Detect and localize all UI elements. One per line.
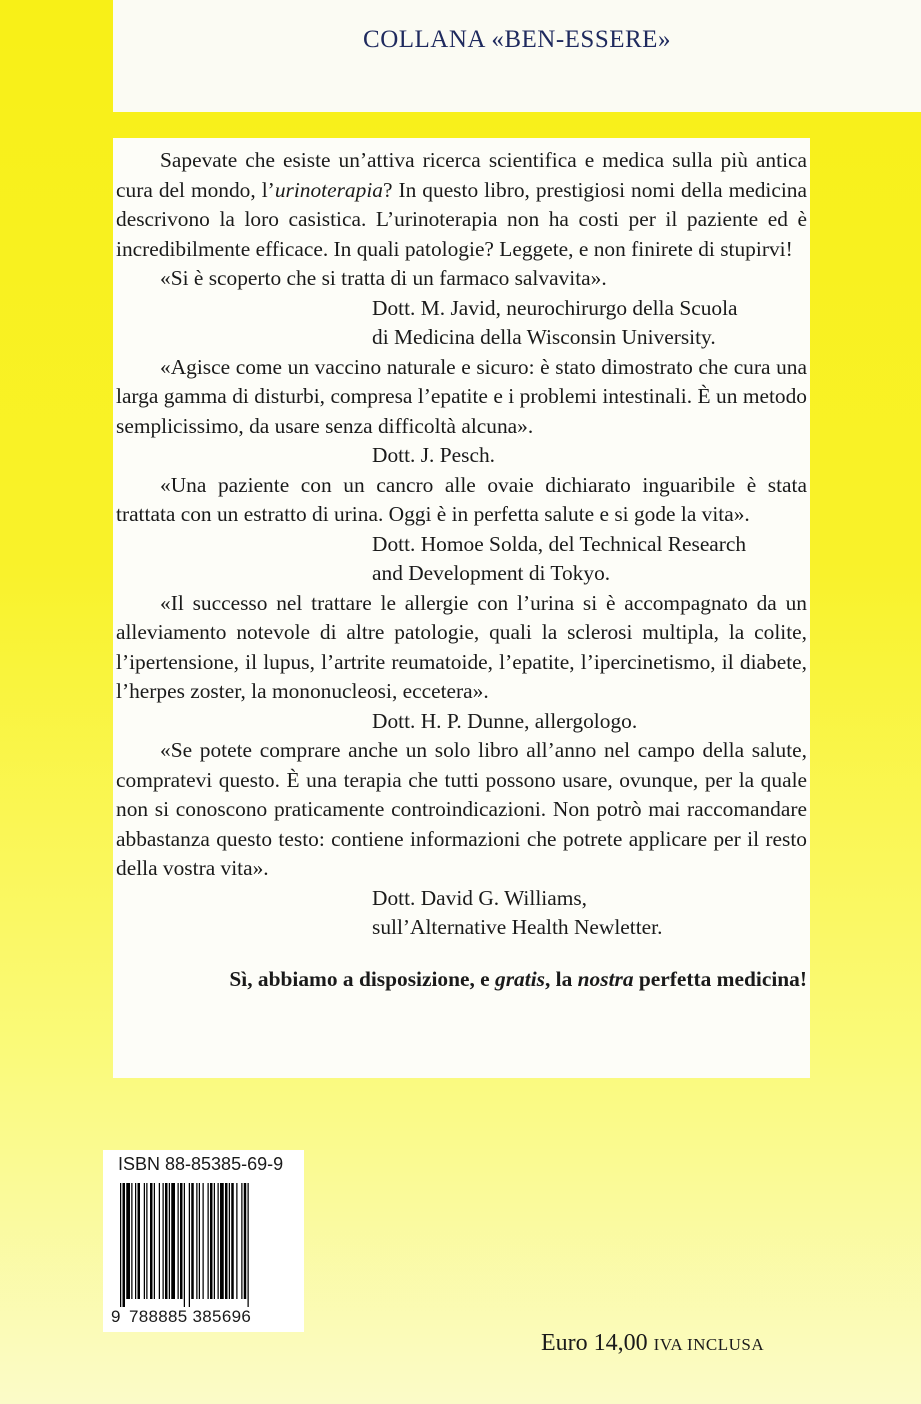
quote-2: «Agisce come un vaccino naturale e sicuro: è stato dimostrato che cura una larga gamma di disturbi, compresa l’epatite e i problemi intestinali. È un metodo semplicissimo, da usare senza difficoltà alcuna». [116,354,807,438]
barcode-icon [120,1183,290,1307]
intro-text-end: ? In questo libro, prestigiosi nomi della medicina descrivono la loro casistica. L’urinoterapia non ha costi per il paziente ed è incredibilmente efficace. In quali patologie? Leggete, e non finirete di stupirvi! [116,177,808,261]
price-label [541,1330,764,1357]
closing-emphasis-1: gratis [495,966,545,991]
closing-part-3: perfetta medicina! [633,966,807,991]
series-header [113,0,921,112]
quote-3: «Una paziente con un cancro alle ovaie dichiarato inguaribile è stata trattata con un estratto di urina. Oggi è in perfetta salute e si gode la vita». [116,472,807,526]
series-title: COLLANA «BEN-ESSERE» [363,26,671,53]
intro-emphasis: urinoterapia [274,177,383,202]
closing-part-2: , la [544,966,578,991]
isbn-label: ISBN 88-85385-69-9 [118,1154,284,1174]
attribution-1-line-1: Dott. M. Javid, neurochirurgo della Scuola [372,295,738,320]
closing-emphasis-2: nostra [577,966,634,991]
price-vat-note: IVA INCLUSA [653,1335,765,1354]
quote-5: «Se potete comprare anche un solo libro all’anno nel campo della salute, compratevi questo. È una terapia che tutti possono usare, ovunque, per la quale non si conoscono praticamente controindicazioni. Non potrò mai raccomandare abbastanza questo testo: contiene informazioni che potrete applicare per il resto della vostra vita». [116,738,807,880]
closing-part-1: Sì, abbiamo a disposizione, e [229,966,496,991]
barcode-digit-first: 9 [111,1307,121,1326]
attribution-1-line-2: di Medicina della Wisconsin University. [372,325,716,349]
intro-text: Sapevate che esiste un’attiva ricerca scientifica e medica sulla più antica cura del mondo, l’ [116,148,807,202]
attribution-5-line-1: Dott. David G. Williams, [372,885,588,910]
intro-paragraph [116,146,807,264]
quote-4: «Il successo nel trattare le allergie con l’urina si è accompagnato da un alleviamento notevole di altre patologie, quali la sclerosi multipla, la colite, l’ipertensione, il lupus, l’artrite reumatoide, l’epatite, l’ipercinetismo, il diabete, l’herpes zoster, la mononucleosi, eccetera». [116,590,807,703]
attribution-4: Dott. H. P. Dunne, allergologo. [372,708,638,733]
attribution-3-line-1: Dott. Homoe Solda, del Technical Research [372,531,747,556]
quote-1: «Si è scoperto che si tratta di un farmaco salvavita». [160,266,607,290]
closing-statement [116,965,807,995]
attribution-2: Dott. J. Pesch. [372,443,495,467]
price-main: Euro 14,00 [541,1330,648,1356]
blurb-text [116,146,807,994]
barcode-digits-rest: 788885 385696 [129,1307,252,1326]
attribution-5-line-2: sull’Alternative Health Newletter. [372,915,663,939]
attribution-3-line-2: and Development di Tokyo. [372,561,611,585]
blurb-panel [113,138,810,1078]
isbn-barcode-box [103,1150,304,1332]
